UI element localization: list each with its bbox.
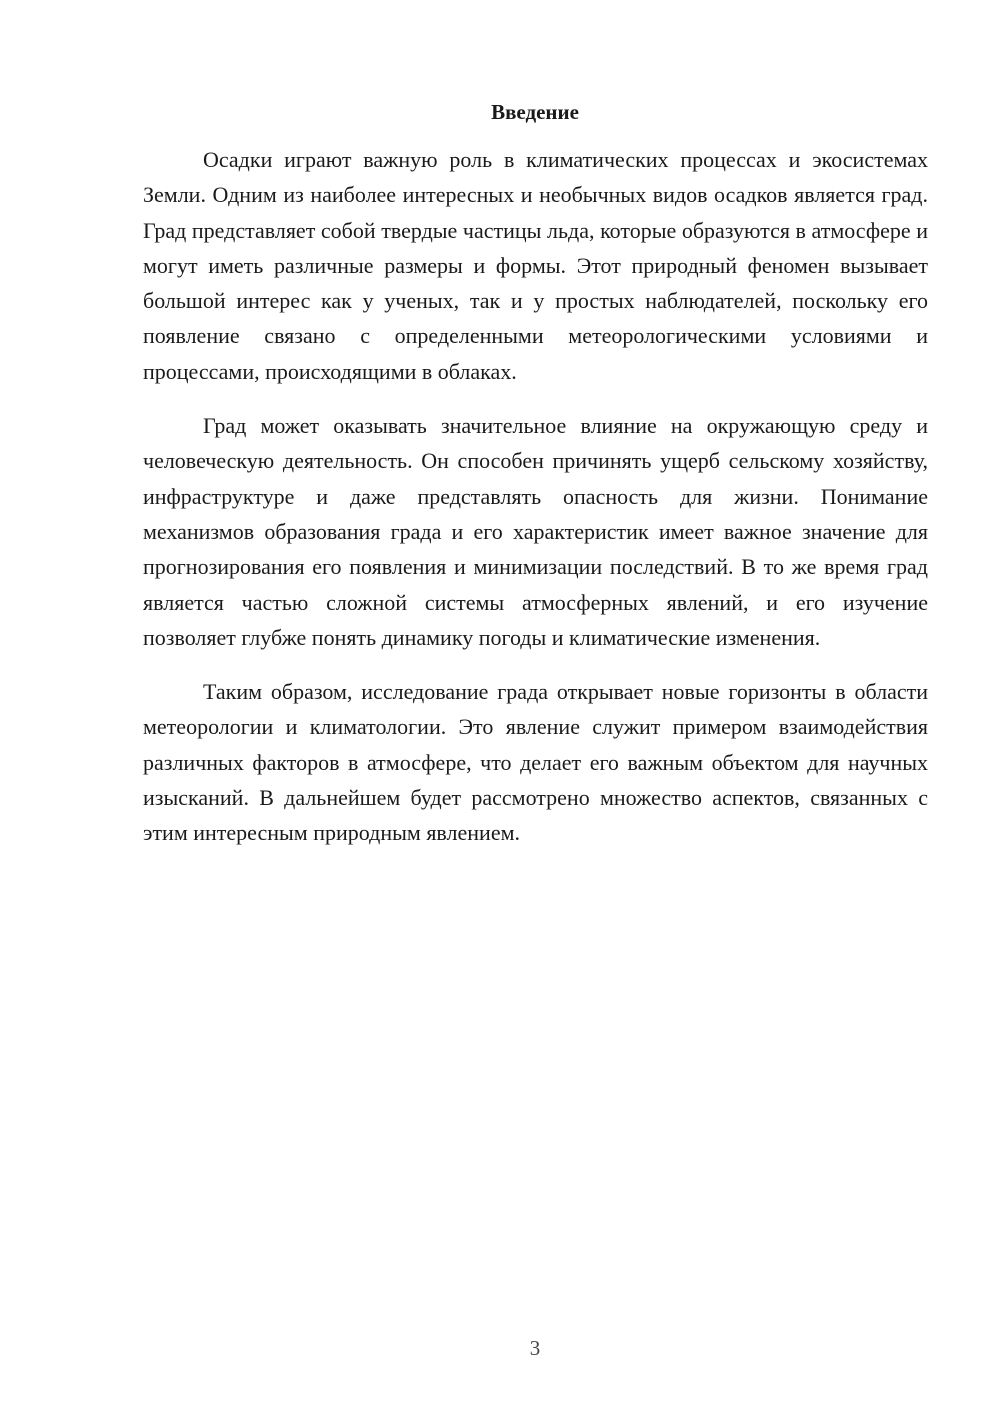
page-number: 3 — [529, 1336, 541, 1360]
body-text — [143, 142, 928, 851]
section-heading: Введение — [491, 100, 579, 124]
paragraph-2: Град может оказывать значительное влияние на окружающую среду и человеческую деятельность. Он способен причинять ущерб сельскому хозяйству, инфраструктуре и даже представлять опасность для жизни. Понимание механизмов образования града и его характеристик имеет важное значение для прогнозирования его появления и минимизации последствий. В то же время град является частью сложной системы атмосферных явлений, и его изучение позволяет глубже понять динамику погоды и климатические изменения. — [143, 413, 928, 650]
paragraph-3: Таким образом, исследование града открывает новые горизонты в области метеорологии и климатологии. Это явление служит примером взаимодействия различных факторов в атмосфере, что делает его важным объектом для научных изысканий. В дальнейшем будет рассмотрено множество аспектов, связанных с этим интересным природным явлением. — [143, 679, 928, 846]
paragraph-1: Осадки играют важную роль в климатических процессах и экосистемах Земли. Одним из наиболее интересных и необычных видов осадков является град. Град представляет собой твердые частицы льда, которые образуются в атмосфере и могут иметь различные размеры и формы. Этот природный феномен вызывает большой интерес как у ученых, так и у простых наблюдателей, поскольку его появление связано с определенными метеорологическими условиями и процессами, происходящими в облаках. — [143, 147, 928, 384]
